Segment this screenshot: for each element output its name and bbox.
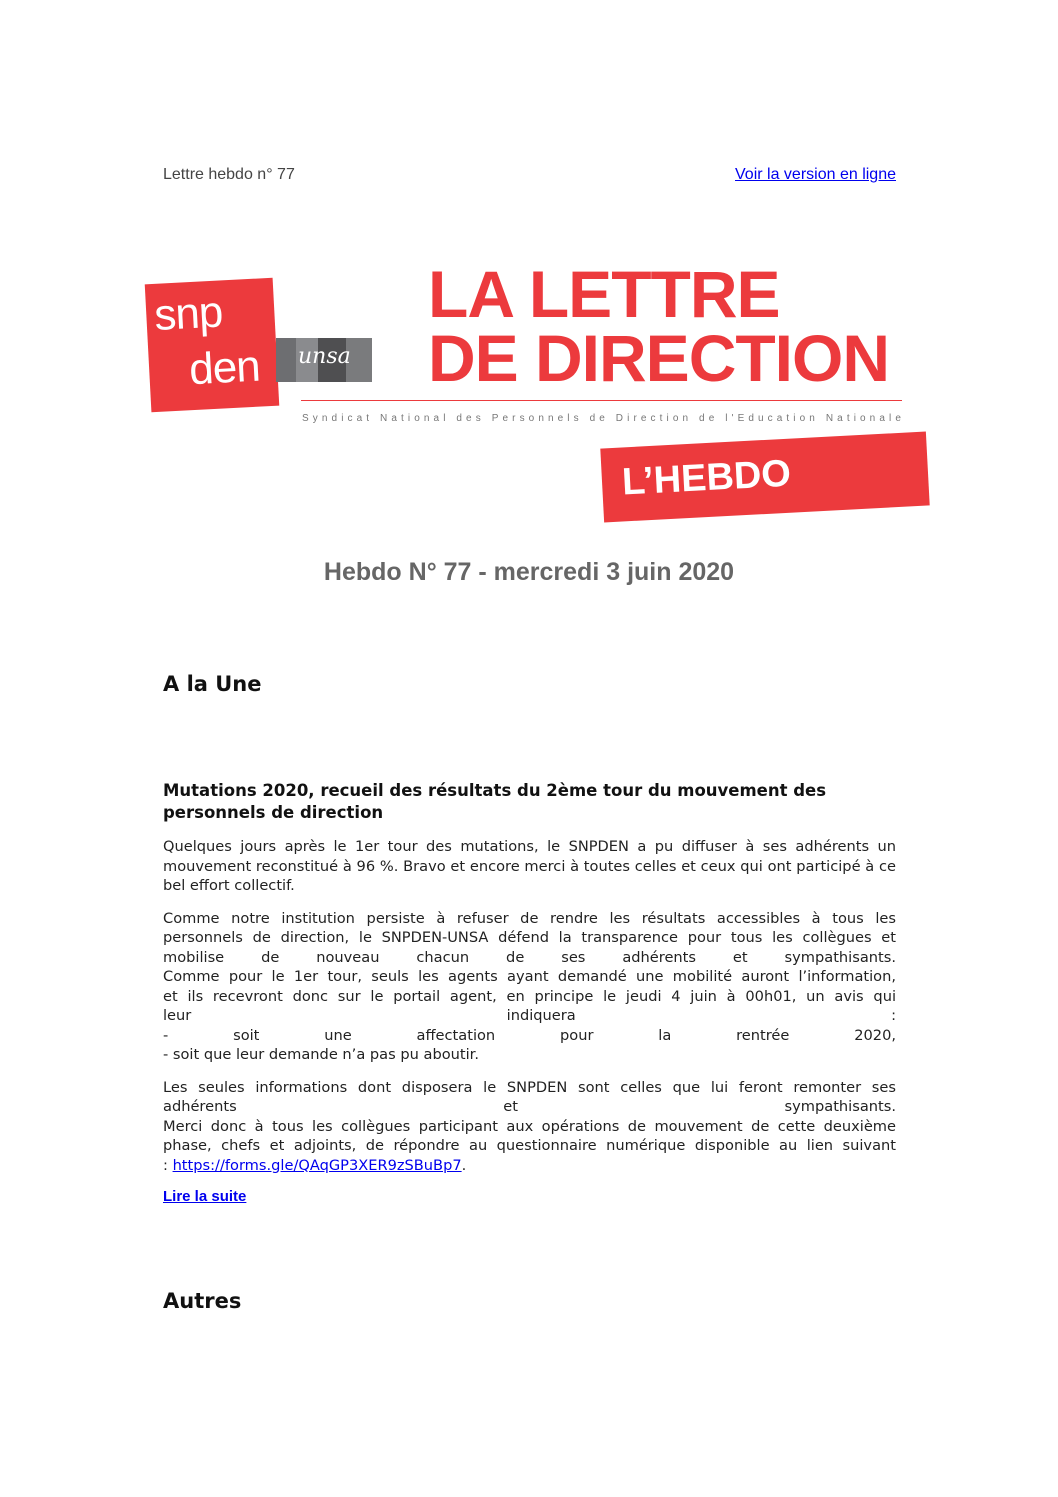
paragraph-line: personnels de direction, le SNPDEN-UNSA défend la transparence pour tous les collègues et (163, 929, 896, 946)
paragraph-line: adhérents et sympathisants. (163, 1098, 896, 1115)
hebdo-badge (600, 432, 929, 523)
newsletter-title (428, 257, 890, 395)
title-line-1: LA LETTRE (428, 257, 780, 331)
top-bar (163, 166, 896, 190)
paragraph-line: et ils recevront donc sur le portail agent, en principe le jeudi 4 juin à 00h01, un avis qui (163, 987, 896, 1005)
section-heading-autres: Autres (163, 1289, 242, 1313)
paragraph-line: Comme pour le 1er tour, seuls les agents ayant demandé une mobilité auront l’information, (163, 968, 896, 985)
paragraph-line: Merci donc à tous les collègues participant aux opérations de mouvement de cette deuxième (163, 1117, 896, 1135)
article-paragraph-2 (163, 909, 896, 1065)
unsa-logo (276, 338, 400, 382)
paragraph-line: - soit une affectation pour la rentrée 2020, (163, 1026, 896, 1044)
paragraph-line (163, 1156, 896, 1176)
paragraph-line: - soit que leur demande n’a pas pu aboutir. (163, 1046, 479, 1063)
article-body (163, 837, 896, 1188)
paragraph-line: leur indiquera : (163, 1007, 896, 1024)
link-suffix: . (461, 1156, 467, 1174)
read-more-link[interactable]: Lire la suite (163, 1188, 247, 1205)
title-line-2: DE DIRECTION (428, 321, 890, 395)
paragraph-line: mobilise de nouveau chacun de ses adhérents et sympathisants. (163, 948, 896, 966)
union-full-name: Syndicat National des Personnels de Direction de l'Education Nationale (302, 413, 905, 424)
banner-divider (301, 400, 902, 401)
paragraph-line: Les seules informations dont disposera le SNPDEN sont celles que lui feront remonter ses (163, 1078, 896, 1096)
online-version-link[interactable]: Voir la version en ligne (735, 166, 896, 183)
paragraph-line: phase, chefs et adjoints, de répondre au questionnaire numérique disponible au lien suivant (163, 1137, 896, 1154)
link-prefix: : (163, 1156, 173, 1174)
article-paragraph-1: Quelques jours après le 1er tour des mutations, le SNPDEN a pu diffuser à ses adhérents un mouvement reconstitué à 96 %. Bravo et encore merci à toutes celles et ceux qui ont participé à ce bel effort collectif. (163, 838, 896, 894)
section-heading-une: A la Une (163, 672, 262, 696)
logo-line-den: den (187, 341, 261, 395)
article-paragraph-3 (163, 1078, 896, 1176)
unsa-logo-text: unsa (298, 344, 351, 369)
newsletter-number: Lettre hebdo n° 77 (163, 166, 295, 183)
article-title: Mutations 2020, recueil des résultats du 2ème tour du mouvement des personnels de direction (163, 781, 827, 822)
issue-title: Hebdo N° 77 - mercredi 3 juin 2020 (323, 558, 735, 586)
questionnaire-link[interactable]: https://forms.gle/QAqGP3XER9zSBuBp7 (172, 1156, 462, 1174)
paragraph-line: Comme notre institution persiste à refuser de rendre les résultats accessibles à tous les (163, 909, 896, 927)
snpden-logo (145, 278, 280, 413)
logo-line-snp: snp (153, 287, 224, 340)
hebdo-badge-label: L’HEBDO (620, 452, 792, 504)
